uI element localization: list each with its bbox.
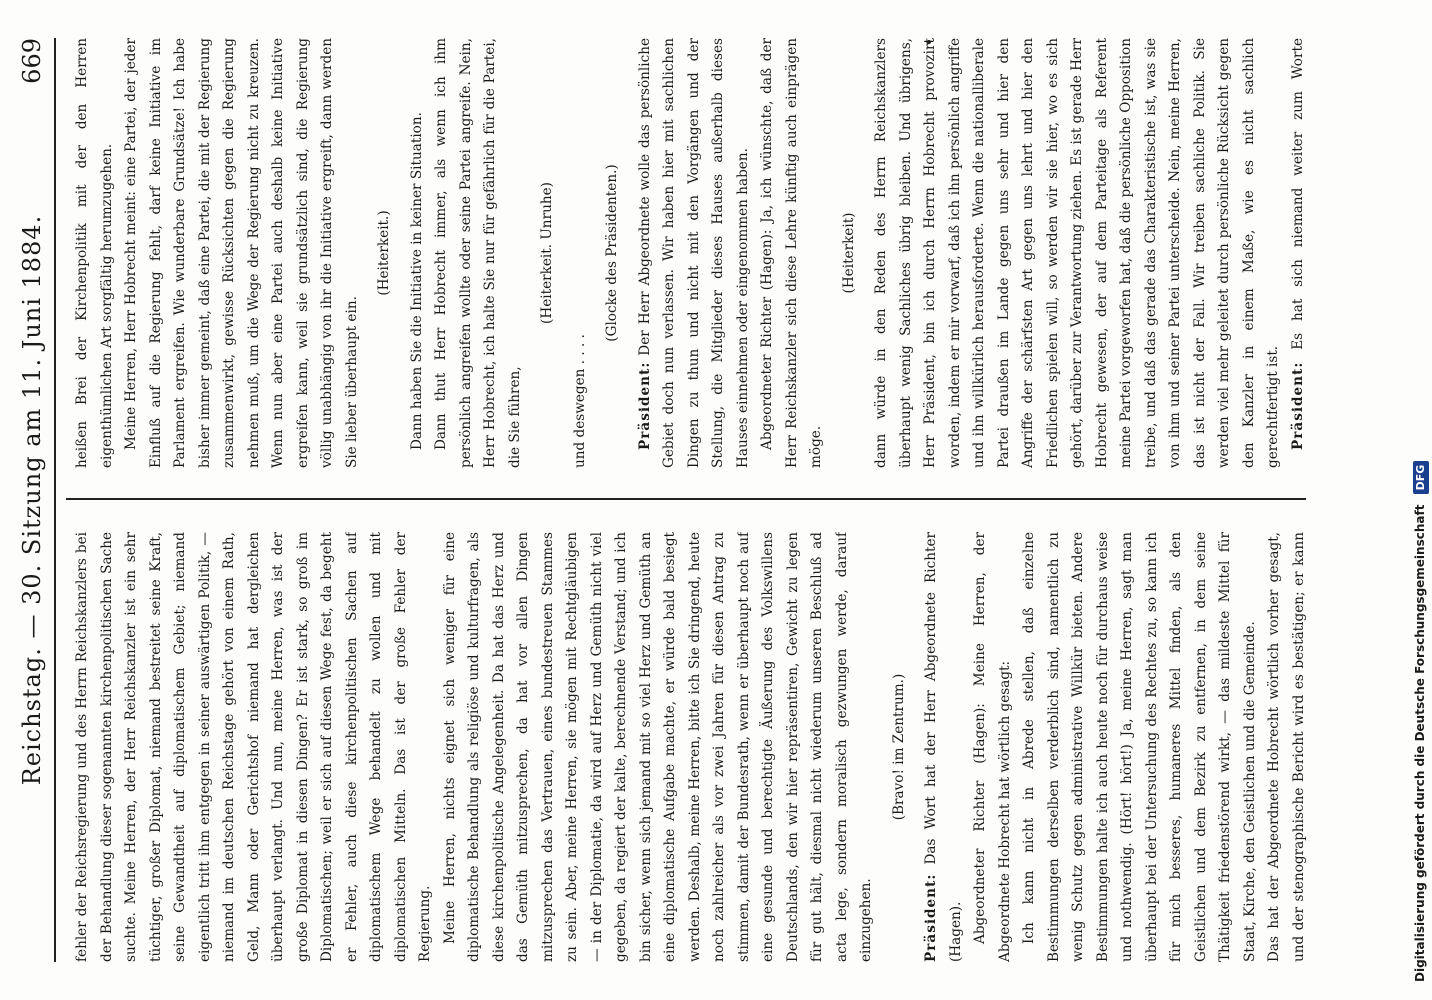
left-column-paragraph: Das hat der Abgeordnete Hobrecht wörtlich vorher gesagt, und der stenographische Bericht wird es bestätigen; er kann xyxy=(1266,532,1307,962)
right-column-paragraph: Abgeordneter Richter (Hagen): Ja, ich wünschte, daß der Herr Reichskanzler sich diese Lehre künftig auch einprägen möge. xyxy=(759,38,824,468)
left-column-paragraph: Ich kann nicht in Abrede stellen, daß einzelne Bestimmungen derselben verderblich sind, namentlich zu wenig Schutz gegen administrative Willkür bieten. Andere Bestimmungen halte ich auch heute noch für durchaus weise und nothwendig. (Hört! hört!) Ja, meine Herren, sagt man überhaupt bei der Untersuchung des Rechtes zu, so kann ich für mich besseres, humaneres Mittel finden, als den Geistlichen und dem Bezirk zu entfernen, in dem seine Thätigkeit friedenstörend wirkt, — das mildeste Mittel für Staat, Kirche, den Geistlichen und die Gemeinde. xyxy=(1021,532,1258,962)
speaker-label: Präsident: xyxy=(1289,361,1306,450)
left-column-paragraph: fehler der Reichsregierung und des Herrn Reichskanzlers bei der Behandlung dieser sogenannten kirchenpolitischen Sache suchte. Meine Herren, der Herr Reichskanzler ist ein sehr tüchtiger, großer Diplomat, niemand bestreitet seine Kraft, seine Gewandtheit auf diplomatischem Gebiet; niemand eigentlich tritt ihm entgegen in seiner auswärtigen Politik, — niemand im deutschen Reichstage gehört von einem Rath, Geld, Mann oder Gerichtshof niemand hat dergleichen überhaupt verlangt. Und nun, meine Herren, was ist der große Diplomat in diesen Dingen? Er ist stark, so groß im Diplomatischen; weil er sich auf diesen Wege fest, da begeht er Fehler, auch diese kirchenpolitischen Sachen auf diplomatischem Wege behandelt zu wollen und mit diplomatischen Mitteln. Das ist der große Fehler der Regierung. xyxy=(74,532,433,962)
left-column xyxy=(70,532,1310,962)
right-column-paragraph: (Glocke des Präsidenten.) xyxy=(604,164,620,342)
header-rule xyxy=(54,38,56,962)
left-column-paragraph: (Bravo! im Zentrum.) xyxy=(890,673,907,821)
left-column-paragraph: Meine Herren, nichts eignet sich weniger für eine diplomatische Behandlung als religiöse und kulturfragen, als diese kirchenpolitische Angelegenheit. Da hat das Herz und das Gemüth mitzusprechen, da hat vor allen Dingen mitzusprechen das Vertrauen, eines bundestreuen Stammes zu sein. Aber, meine Herren, sie mögen mit Rechtgläubigen — in der Diplomatie, da wird auf Herz und Gemüth nicht viel gegeben, da regiert der kalte, berechnende Verstand; und ich bin sicher, wenn sich jemand mit so viel Herz und Gemüth an eine diplomatische Aufgabe machte, er würde bald besiegt werden. Deshalb, meine Herren, bitte ich Sie dringend, heute noch zahlreicher als vor zwei Jahren für diesen Antrag zu stimmen, damit der Bundesrath, wenn er überhaupt noch auf eine gesunde und berechtigte Äußerung des Volkswillens Deutschlands, den wir hier repräsentiren, Gewicht zu legen für gut hält, diesmal nicht wiederum unseren Beschluß ad acta lege, sondern moralisch gezwungen werde, darauf einzugehen. xyxy=(441,532,874,962)
speaker-label: Präsident: xyxy=(923,873,939,962)
right-column-paragraph: Dann thut Herr Hobrecht immer, als wenn ich ihm persönlich angreifen wollte oder seine Partei angreife. Nein, Herr Hobrecht, ich halte Sie nur für gefährlich für die Partei, die Sie führen, xyxy=(433,38,523,468)
page-header xyxy=(16,38,56,962)
dfg-logo: DFG xyxy=(1413,461,1429,495)
digitization-credit xyxy=(1408,8,1432,992)
right-column-paragraph xyxy=(633,38,756,468)
paragraph-text: Der Herr Abgeordnete wolle das persönliche Gebiet doch nun verlassen. Wir haben hier mit sachlichen Dingen zu thun und nicht mit den Vorgängen und der Stellung, die Mitglieder dieses Hauses außerhalb dieses Hauses einnehmen oder eingenommen haben. xyxy=(636,38,751,468)
right-column-paragraph: Dann haben Sie die Initiative in keiner Situation. xyxy=(408,112,425,450)
right-column-paragraph: und deswegen . . . . xyxy=(571,333,588,468)
left-column-paragraph xyxy=(919,532,968,962)
right-column-paragraph: (Heiterkeit. Unruhe) xyxy=(539,182,555,324)
credit-text-wrapper xyxy=(1408,0,1432,992)
right-column xyxy=(70,38,1310,468)
right-column-paragraph: (Heiterkeit) xyxy=(840,212,857,294)
right-column-paragraph xyxy=(1286,38,1311,468)
paragraph-text: Es hat sich niemand weiter zum Worte xyxy=(1289,38,1306,350)
paragraph-text: Das Wort hat der Herr Abgeordnete Richter (Hagen). xyxy=(923,532,964,962)
page-title: Reichstag. — 30. Sitzung am 11. Juni 1884. xyxy=(18,214,46,786)
speaker-label: Präsident: xyxy=(636,361,653,450)
left-column-paragraph: Abgeordneter Richter (Hagen): Meine Herren, der Abgeordnete Hobrecht hat wörtlich gesagt: xyxy=(972,532,1013,962)
right-column-paragraph: (Heiterkeit.) xyxy=(376,210,392,296)
column-divider xyxy=(66,498,1306,500)
credit-text: Digitalisierung gefördert durch die Deutsche Forschungsgemeinschaft xyxy=(1413,504,1427,982)
right-column-paragraph: dann würde in den Reden des Herrn Reichskanzlers überhaupt wenig Sachliches übrig bleiben. Und übrigens, Herr Präsident, bin ich durch Herrn Hobrecht provozirt worden, indem er mir vorwarf, daß ich ihn persönlich angriffe und ihn willkürlich herausforderte. Wenn die nationalliberale Partei draußen im Lande gegen uns sehr und hier den Angriffe der schärfsten Art gegen uns lehrt und hier den Friedlichen spielen will, so werden wir sie hier, wo es sich gehört, darüber zur Verantwortung ziehen. Es ist gerade Herr Hobrecht gewesen, der auf dem Parteitage als Referent meine Partei vorgeworfen hat, daß die persönliche Opposition treibe, und daß das gerade das Charakteristische ist, was sie von ihm und seiner Partei unterscheide. Nein, meine Herren, das ist nicht der Fall. Wir treiben sachliche Politik. Sie werden viel mehr geleitet durch persönliche Rücksicht gegen den Kanzler in einem Maße, wie es nicht sachlich gerechtfertigt ist. xyxy=(873,38,1281,468)
right-column-paragraph: heißen Brei der Kirchenpolitik mit der den Herren eigenthümlichen Art sorgfältig herumzugehen. xyxy=(74,38,115,468)
page-number: 669 xyxy=(18,38,46,84)
right-column-paragraph: Meine Herren, Herr Hobrecht meint: eine Partei, der jeder Einfluß auf die Regierung fehlt, darf keine Initiative im Parlament ergreifen. Wie wunderbare Grundsätze! Ich habe bisher immer gemeint, daß eine Partei, die mit der Regierung zusammenwirkt, gewisse Rücksichten gegen die Regierung nehmen muß, um die Wege der Regierung nicht zu kreuzen. Wenn nun aber eine Partei auch deshalb keine Initiative ergreifen kann, weil sie grundsätzlich sind, die Regierung völlig unabhängig von ihr die Initiative ergreift, dann werden Sie lieber überhaupt ein. xyxy=(123,38,360,468)
